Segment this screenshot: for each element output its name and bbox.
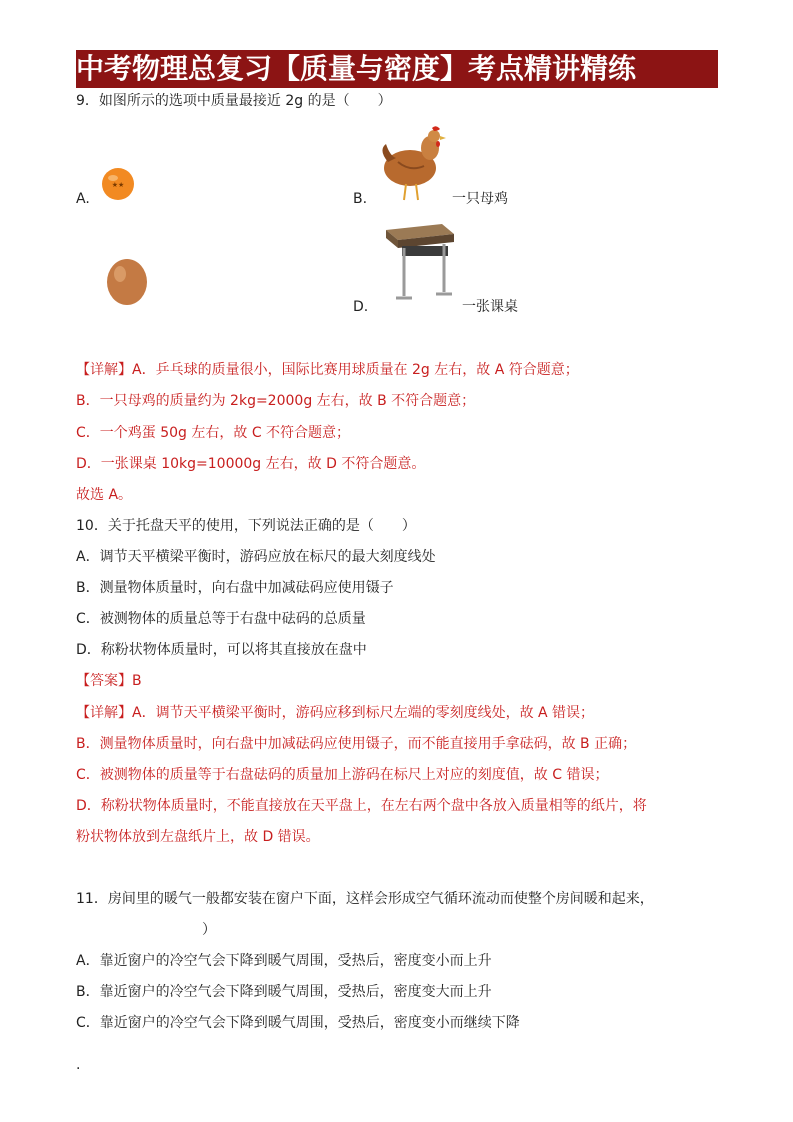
q10-explanation-line: D．称粉状物体质量时，不能直接放在天平盘上，在左右两个盘中各放入质量相等的纸片，将 — [76, 798, 647, 814]
page-title-banner: 中考物理总复习【质量与密度】考点精讲精练 — [76, 50, 718, 88]
q9-explanation-line: 【详解】A．乒乓球的质量很小，国际比赛用球质量在 2g 左右，故 A 符合题意； — [76, 362, 579, 378]
q10-option: D．称粉状物体质量时，可以将其直接放在盘中 — [76, 642, 367, 658]
q10-explanation-line: B．测量物体质量时，向右盘中加减砝码应使用镊子，而不能直接用手拿砝码，故 B 正确； — [76, 736, 637, 752]
ping-pong-ball-image — [100, 166, 136, 202]
q10-option: C．被测物体的质量总等于右盘中砝码的总质量 — [76, 611, 366, 627]
q10-explanation-line: C．被测物体的质量等于右盘砝码的质量加上游码在标尺上对应的刻度值，故 C 错误； — [76, 767, 609, 783]
q9-explanation-line: B．一只母鸡的质量约为 2kg=2000g 左右，故 B 不符合题意； — [76, 393, 476, 409]
q9-explanation-line: D．一张课桌 10kg=10000g 左右，故 D 不符合题意。 — [76, 456, 426, 472]
q10-stem: 10．关于托盘天平的使用，下列说法正确的是（ ） — [76, 518, 416, 534]
school-desk-image — [382, 222, 458, 304]
q10-answer: 【答案】B — [76, 673, 142, 689]
q10-option: B．测量物体质量时，向右盘中加减砝码应使用镊子 — [76, 580, 394, 596]
q9-stem: 9．如图所示的选项中质量最接近 2g 的是（ ） — [76, 93, 392, 109]
footer-dot: . — [76, 1057, 81, 1073]
q9-option-d-label: D. — [353, 299, 369, 315]
hen-image — [376, 122, 448, 204]
q11-option: A．靠近窗户的冷空气会下降到暖气周围，受热后，密度变小而上升 — [76, 953, 492, 969]
q9-option-d-caption: 一张课桌 — [462, 299, 518, 315]
q10-explanation-line: 【详解】A．调节天平横梁平衡时，游码应移到标尺左端的零刻度线处，故 A 错误； — [76, 705, 595, 721]
q9-option-b-caption: 一只母鸡 — [452, 191, 508, 207]
egg-image — [104, 256, 150, 306]
q11-option: B．靠近窗户的冷空气会下降到暖气周围，受热后，密度变大而上升 — [76, 984, 492, 1000]
q9-option-b-label: B. — [353, 191, 368, 207]
q11-stem-line1: 11．房间里的暖气一般都安装在窗户下面，这样会形成空气循环流动而使整个房间暖和起来， — [76, 891, 654, 907]
q9-option-a-label: A. — [76, 191, 90, 207]
q10-explanation-line: 粉状物体放到左盘纸片上，故 D 错误。 — [76, 829, 320, 845]
svg-text:★★: ★★ — [111, 181, 125, 189]
q11-stem-line2: ） — [76, 922, 216, 938]
q11-option: C．靠近窗户的冷空气会下降到暖气周围，受热后，密度变小而继续下降 — [76, 1015, 520, 1031]
q9-explanation-line: C．一个鸡蛋 50g 左右，故 C 不符合题意； — [76, 425, 351, 441]
q10-option: A．调节天平横梁平衡时，游码应放在标尺的最大刻度线处 — [76, 549, 436, 565]
q9-explanation-line: 故选 A。 — [76, 487, 133, 503]
